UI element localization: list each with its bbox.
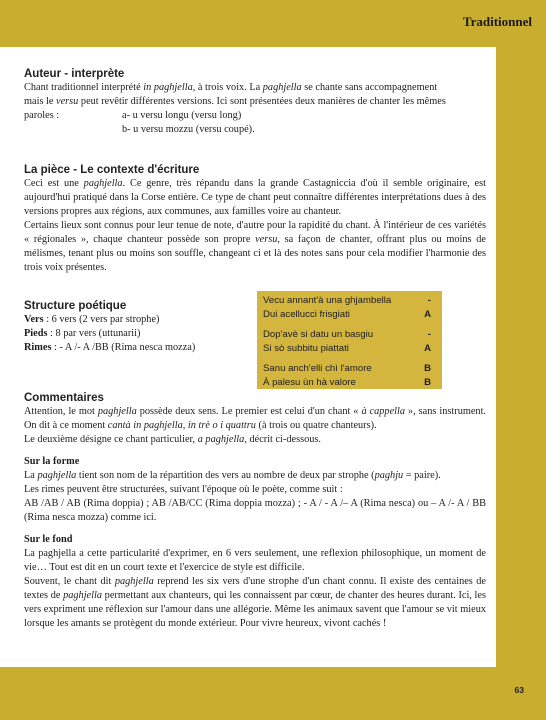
fond-paragraph-1: La paghjella a cette particularité d'exprimer, en 6 vers seulement, une reflexion philosophique, un moment de vie… Tout est dit en un court texte et l'exercice de style est difficile. — [24, 548, 486, 573]
verse-text: Dui acellucci frisgiati — [263, 308, 350, 320]
fond-heading: Sur le fond — [24, 534, 73, 545]
commentaires-heading: Commentaires — [24, 392, 104, 404]
forme-paragraph-1 — [24, 469, 486, 483]
auteur-heading: Auteur - interprète — [24, 68, 125, 80]
verse-line — [257, 328, 442, 342]
term: cantà in paghjella, in trè o i quattru — [107, 420, 256, 431]
text: Ceci est une — [24, 178, 84, 189]
forme-paragraph-2: Les rimes peuvent être structurées, suivant l'époque où le poète, comme suit : — [24, 484, 343, 495]
piece-paragraph-1 — [24, 177, 486, 219]
term: versu — [255, 234, 278, 245]
term: à cappella — [361, 406, 406, 417]
pieds-value: : 8 par vers (uttunarii) — [47, 328, 141, 339]
verse-line — [257, 362, 442, 376]
text: Le deuxième désigne ce chant particulier, — [24, 434, 198, 445]
verse-rime: B — [424, 363, 431, 374]
verse-line — [257, 342, 442, 356]
verse-line — [257, 376, 442, 390]
version-b: b- u versu mozzu (versu coupé). — [122, 124, 255, 135]
text: = paire). — [403, 470, 441, 481]
text: tient son nom de la répartition des vers au nombre de deux par strophe ( — [76, 470, 375, 481]
text: reprend les six vers d'une strophe d'un chant connu. Il existe des centaines de textes de — [24, 576, 486, 601]
fond-paragraph-2 — [24, 575, 486, 631]
text: peut revêtir différentes versions. Ici sont présentées deux manières de chanter les mêmes — [78, 96, 446, 107]
page-content — [24, 67, 486, 631]
text: Souvent, le chant dit — [24, 576, 115, 587]
verse-rime: - — [427, 329, 431, 340]
verse-rime: A — [424, 308, 431, 320]
verse-text: Sanu anch'elli chì l'amore — [263, 363, 372, 374]
text: permettant aux chanteurs, qui les connaissent par cœur, de chanter des heures durant. Ici, les vers expriment une réflexion sur l'amour dans une allégorie. Même les animaux savent que l'amour se vit mieux lorsque les amants se protègent du monde extérieur. Pour vivre heureux, vivont cachés ! — [24, 590, 486, 629]
verse-rime: A — [424, 342, 431, 354]
auteur-version-a-line — [24, 109, 486, 123]
forme-paragraph-3: AB /AB / AB (Rima doppia) ; AB /AB/CC (Rima doppia mozza) ; - A / - A /– A (Rima nesca) ou – A /- A / BB (Rima nesca mozza) comme ici. — [24, 498, 486, 523]
text: possède deux sens. Le premier est celui d'un chant « — [136, 406, 362, 417]
verse-text: Si sò subbitu piattati — [263, 342, 349, 354]
text: , sa façon de chanter, offrant plus ou moins de mélismes, tenant plus ou moins son souffle, changeant ci et là des notes sans pour cela modifier l'harmonie des trois voix présentes. — [24, 234, 486, 273]
text: . Ce genre, très répandu dans la grande Castagniccia d'où il semble originaire, est aujourd'hui pratiqué dans la Corse entière. Ce type de chant peut connaître différentes interprétations dues à des versions propres aux régions, aux communes, aux familles voire au chanteur. — [24, 178, 486, 217]
text: , à trois voix. La — [192, 82, 263, 93]
verse-text: Dop'avè si datu un basgiu — [263, 329, 374, 340]
rimes-label: Rimes — [24, 342, 52, 353]
pieds-label: Pieds — [24, 328, 48, 339]
verse-box — [257, 291, 442, 389]
vers-label: Vers — [24, 314, 44, 325]
page-number: 63 — [514, 685, 524, 695]
forme-heading: Sur la forme — [24, 456, 80, 467]
piece-heading: La pièce - Le contexte d'écriture — [24, 164, 200, 176]
verse-text: Vecu annant'à una ghjambella — [263, 295, 392, 306]
verse-rime: B — [424, 376, 431, 388]
text: Certains lieux sont connus pour leur tenue de note, d'autre pour la rapidité du chant. À l'intérieur de ces variétés « régionales », chaque chanteur possède son propre — [24, 220, 486, 245]
text: Chant traditionnel interprété — [24, 82, 144, 93]
structure-info — [24, 299, 244, 355]
structure-heading: Structure poétique — [24, 300, 127, 312]
verse-line — [257, 308, 442, 322]
section-header: Traditionnel — [462, 14, 532, 29]
term: paghjella — [83, 178, 123, 189]
term: in paghjella — [143, 82, 193, 93]
term: paghjella — [114, 576, 154, 587]
text: Attention, le mot — [24, 406, 98, 417]
verse-rime: - — [427, 295, 431, 306]
term: paghjella — [37, 470, 77, 481]
text: , décrit ci-dessous. — [244, 434, 321, 445]
text: (à trois ou quatre chanteurs). — [255, 420, 377, 431]
term: paghjella — [63, 590, 102, 601]
term: paghju — [374, 470, 404, 481]
pieds-line — [24, 327, 244, 341]
auteur-line-2 — [24, 95, 486, 109]
auteur-line-1 — [24, 81, 486, 95]
term: a paghjella — [197, 434, 245, 445]
term: paghjella — [262, 82, 302, 93]
text: La — [24, 470, 38, 481]
text: mais le — [24, 96, 57, 107]
vers-value: : 6 vers (2 vers par strophe) — [43, 314, 160, 325]
verse-text: À palesu ùn hà valore — [263, 376, 356, 388]
structure-section — [24, 295, 486, 391]
paroles-label: paroles : — [24, 110, 60, 121]
text: se chante sans accompagnement — [301, 82, 438, 93]
commentaires-paragraph-1 — [24, 405, 486, 433]
vers-line — [24, 313, 244, 327]
term: paghjella — [97, 406, 137, 417]
verse-line — [257, 294, 442, 308]
version-a: a- u versu longu (versu long) — [122, 110, 242, 121]
piece-paragraph-2 — [24, 219, 486, 275]
text: », sans instrument. On dit à ce moment — [24, 406, 487, 431]
term: versu — [56, 96, 79, 107]
rimes-value: : - A /- A /BB (Rima nesca mozza) — [51, 342, 196, 353]
rimes-line — [24, 341, 244, 355]
commentaires-paragraph-2 — [24, 433, 486, 447]
